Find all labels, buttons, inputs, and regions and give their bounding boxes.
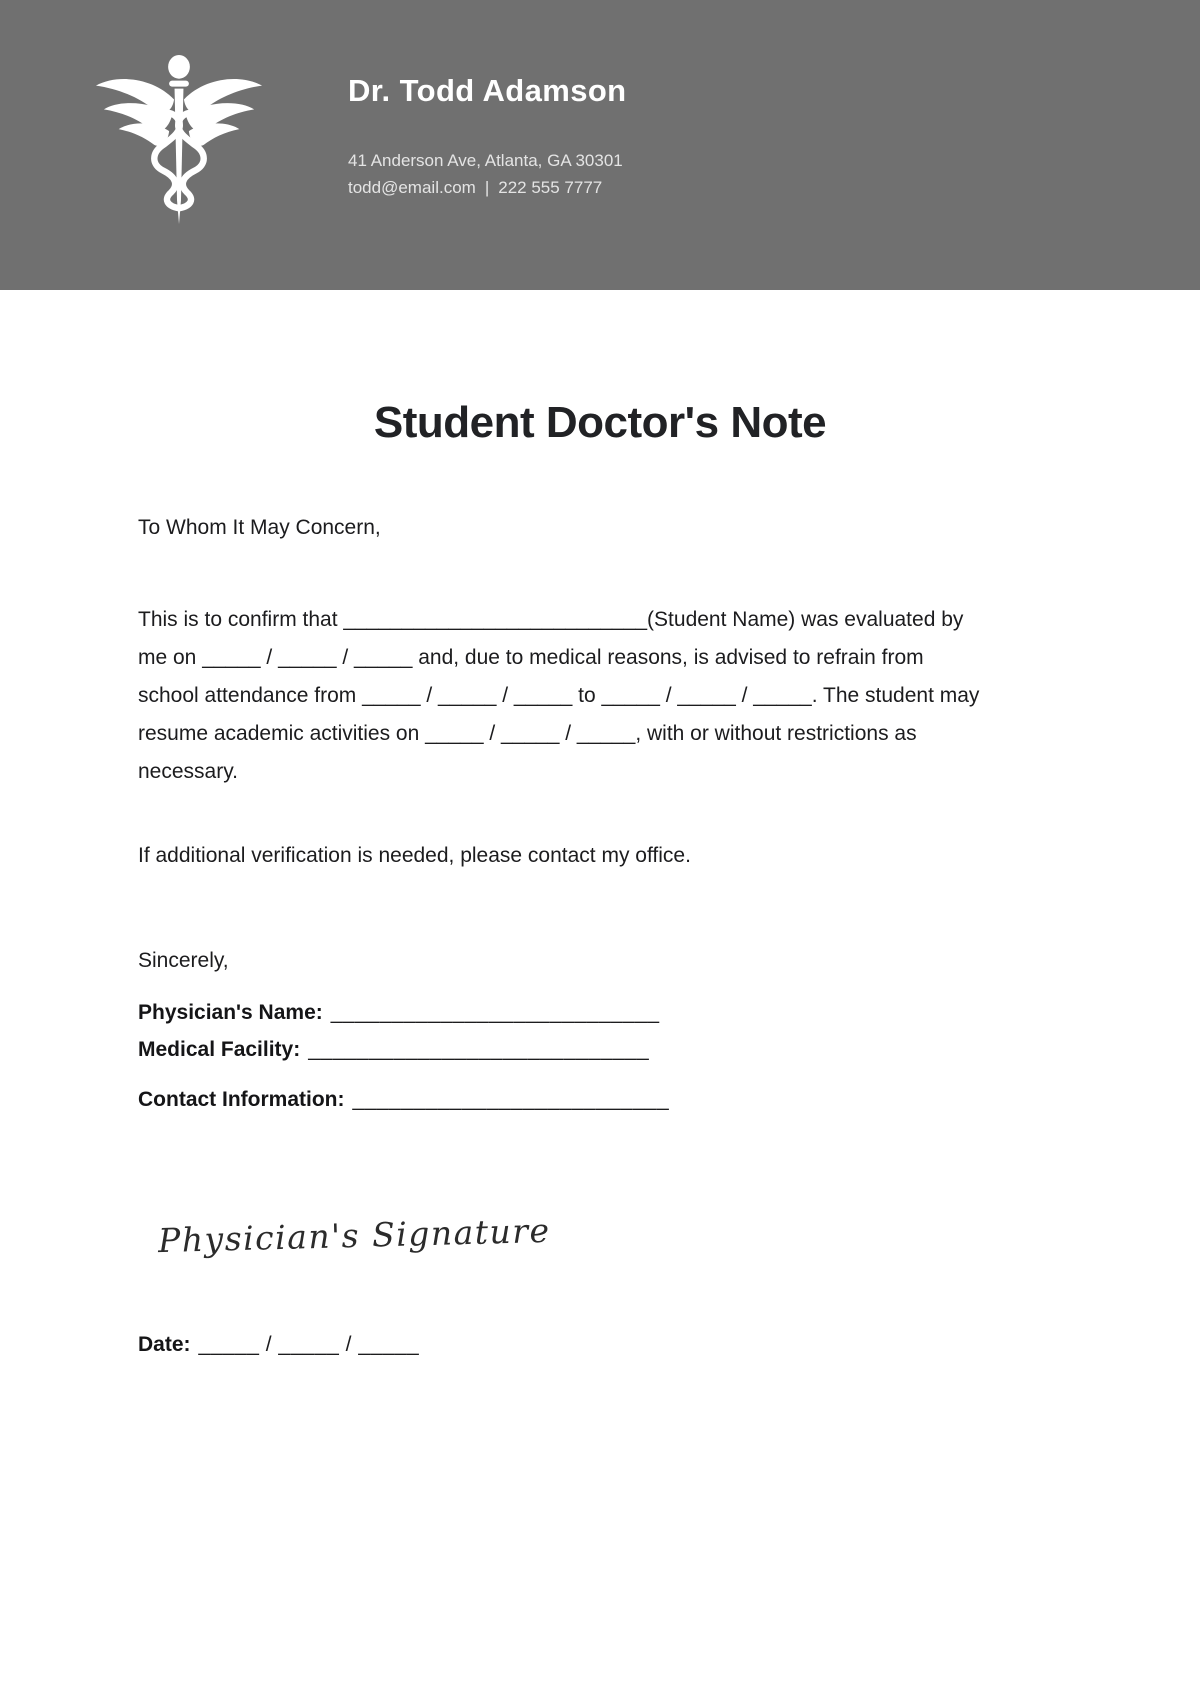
verification-note: If additional verification is needed, please contact my office. bbox=[138, 844, 691, 867]
letterhead bbox=[0, 0, 1200, 290]
physician-name-blank: ___________________________ bbox=[330, 1001, 660, 1024]
physician-name-label: Physician's Name: bbox=[138, 1001, 323, 1024]
body-paragraph bbox=[138, 601, 979, 791]
physician-signature-script: Physician's Signature bbox=[157, 1210, 552, 1261]
address-line: 41 Anderson Ave, Atlanta, GA 30301 bbox=[348, 151, 623, 170]
date-field bbox=[138, 1333, 419, 1357]
body-line: resume academic activities on _____ / _____ / _____, with or without restrictions as bbox=[138, 722, 917, 745]
medical-facility-label: Medical Facility: bbox=[138, 1038, 301, 1061]
body-line: necessary. bbox=[138, 760, 238, 783]
doctor-name: Dr. Todd Adamson bbox=[348, 73, 627, 108]
medical-facility-field bbox=[138, 1038, 649, 1062]
salutation: To Whom It May Concern, bbox=[138, 516, 381, 539]
contact-information-field bbox=[138, 1088, 669, 1112]
page-title: Student Doctor's Note bbox=[373, 398, 827, 447]
date-blank: _____ / _____ / _____ bbox=[198, 1333, 420, 1356]
email-text: todd@email.com bbox=[348, 178, 476, 197]
closing: Sincerely, bbox=[138, 949, 229, 972]
date-label: Date: bbox=[138, 1333, 191, 1356]
separator-bar: | bbox=[484, 178, 490, 197]
body-line: This is to confirm that __________________________(Student Name) was evaluated by bbox=[138, 608, 964, 631]
medical-facility-blank: ____________________________ bbox=[308, 1038, 650, 1061]
contact-information-blank: __________________________ bbox=[352, 1088, 670, 1111]
caduceus-icon bbox=[90, 52, 268, 226]
letterhead-contact bbox=[348, 147, 623, 201]
phone-text: 222 555 7777 bbox=[498, 178, 603, 197]
contact-information-label: Contact Information: bbox=[138, 1088, 345, 1111]
contact-line bbox=[348, 174, 623, 201]
body-line: school attendance from _____ / _____ / _____ to _____ / _____ / _____. The student may bbox=[138, 684, 980, 707]
body-line: me on _____ / _____ / _____ and, due to medical reasons, is advised to refrain from bbox=[138, 646, 924, 669]
physician-name-field bbox=[138, 1001, 660, 1025]
